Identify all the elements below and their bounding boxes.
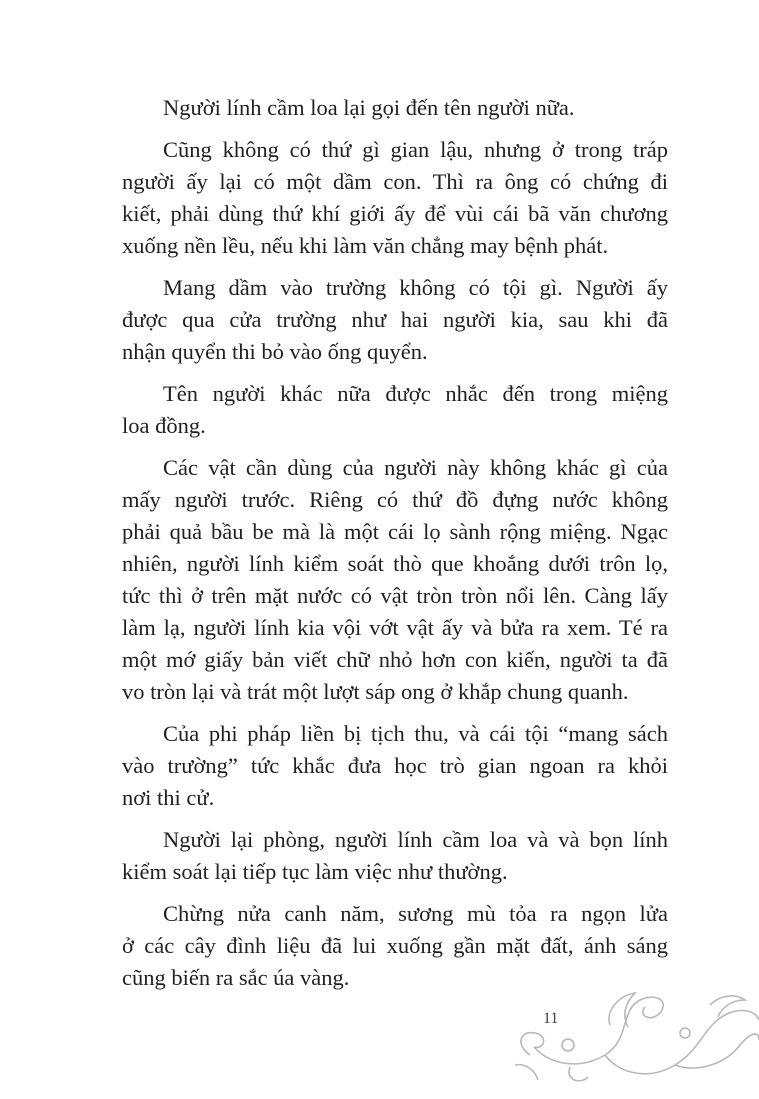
page-number: 11 [543,1010,559,1027]
decorative-flourish-icon [510,985,759,1085]
text-line: mấy người trước. Riêng có thứ đồ đựng nước không [122,487,668,512]
text-line: tức thì ở trên mặt nước có vật tròn tròn nổi lên. Càng lấy [122,583,668,608]
text-line: vào trường” tức khắc đưa học trò gian ngoan ra khỏi [122,753,668,778]
paragraph [122,272,668,368]
paragraph [122,718,668,814]
text-line: một mớ giấy bản viết chữ nhỏ hơn con kiến, người ta đã [122,647,668,672]
text-line: Cũng không có thứ gì gian lậu, nhưng ở trong tráp [163,137,668,162]
text-line: Chừng nửa canh năm, sương mù tỏa ra ngọn lửa [163,901,668,926]
paragraph [122,824,668,888]
paragraph [122,92,668,124]
text-line: được qua cửa trường như hai người kia, sau khi đã [122,307,668,332]
body-text [122,92,668,1004]
paragraph [122,898,668,994]
text-line: vo tròn lại và trát một lượt sáp ong ở khắp chung quanh. [122,679,629,704]
text-line: Người lính cầm loa lại gọi đến tên người nữa. [163,95,575,120]
text-line: nhận quyển thi bỏ vào ống quyển. [122,339,428,364]
text-line: cũng biến ra sắc úa vàng. [122,965,350,990]
paragraph [122,134,668,262]
text-line: Các vật cần dùng của người này không khác gì của [163,455,668,480]
text-line: kiểm soát lại tiếp tục làm việc như thường. [122,859,508,884]
text-line: người ấy lại có một dầm con. Thì ra ông có chứng đi [122,169,668,194]
text-line: kiết, phải dùng thứ khí giới ấy để vùi cái bã văn chương [122,201,668,226]
text-line: Mang dầm vào trường không có tội gì. Người ấy [163,275,668,300]
text-line: xuống nền lều, nếu khi làm văn chẳng may bệnh phát. [122,233,609,258]
text-line: Tên người khác nữa được nhắc đến trong miệng [163,381,668,406]
paragraph [122,452,668,708]
paragraph [122,378,668,442]
text-line: Của phi pháp liền bị tịch thu, và cái tội “mang sách [163,721,668,746]
text-line: ở các cây đình liệu đã lui xuống gần mặt đất, ánh sáng [122,933,668,958]
text-line: nhiên, người lính kiểm soát thò que khoắng dưới trôn lọ, [122,551,668,576]
text-line: nơi thi cử. [122,785,215,810]
text-line: loa đồng. [122,413,206,438]
text-line: phải quả bầu be mà là một cái lọ sành rộng miệng. Ngạc [122,519,668,544]
text-line: làm lạ, người lính kia vội vớt vật ấy và bửa ra xem. Té ra [122,615,668,640]
text-line: Người lại phòng, người lính cầm loa và và bọn lính [163,827,668,852]
